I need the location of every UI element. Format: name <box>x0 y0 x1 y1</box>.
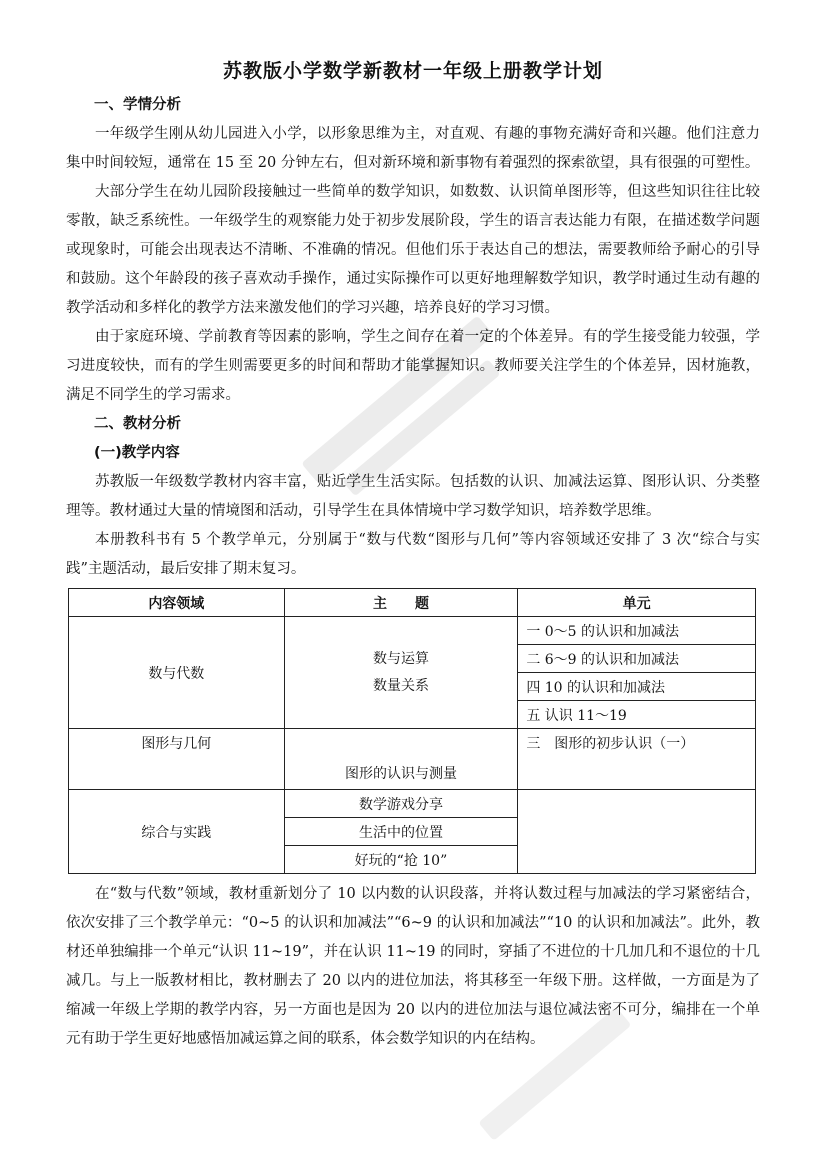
topic-text: 数与运算 <box>372 650 429 667</box>
domain-cell: 综合与实践 <box>69 790 285 874</box>
section-heading-textbook-analysis: 二、教材分析 <box>94 416 181 432</box>
unit-cell-empty <box>518 790 756 874</box>
table-header-domain: 内容领域 <box>69 589 285 617</box>
paragraph: 本册教科书有 5 个教学单元，分别属于“数与代数“图形与几何”等内容领域还安排了 3 次“综合与实践”主题活动，最后安排了期末复习。 <box>66 532 760 577</box>
content-table <box>68 588 756 874</box>
document-title: 苏教版小学数学新教材一年级上册教学计划 <box>222 60 603 82</box>
paragraph: 在“数与代数”领域，教材重新划分了 10 以内数的认识段落，并将认数过程与加减法的学习紧密结合，依次安排了三个教学单元：“0~5 的认识和加减法”“6~9 的认识和加减法”“10 的认识和加减法”。此外，教材还单独编排一个单元“认识 11~19”，并在认识 11~19 的同时，穿插了不进位的十几加几和不退位的十几减几。与上一版教材相比，教材删去了 20 以内的进位加法，将其移至一年级下册。这样做，一方面是为了缩减一年级上学期的教学内容，另一方面也是因为 20 以内的进位加法与退位减法密不可分，编排在一个单元有助于学生更好地感悟加减运算之间的联系，体会数学知识的内在结构。 <box>66 886 760 1047</box>
unit-cell: 三 图形的初步认识（一） <box>518 729 756 790</box>
table-header-topic: 主 题 <box>284 589 518 617</box>
topic-cell: 数学游戏分享 <box>284 790 518 818</box>
topic-text: 数量关系 <box>372 677 429 694</box>
topic-cell <box>284 617 518 729</box>
paragraph: 苏教版一年级数学教材内容丰富，贴近学生生活实际。包括数的认识、加减法运算、图形认识、分类整理等。教材通过大量的情境图和活动，引导学生在具体情境中学习数学知识，培养数学思维。 <box>66 474 760 519</box>
table-header-unit: 单元 <box>518 589 756 617</box>
document-page <box>66 56 760 1054</box>
section-heading-learner-analysis: 一、学情分析 <box>94 97 181 113</box>
topic-cell: 图形的认识与测量 <box>284 729 518 790</box>
unit-cell: 二 6～9 的认识和加减法 <box>518 645 756 673</box>
paragraph: 由于家庭环境、学前教育等因素的影响，学生之间存在着一定的个体差异。有的学生接受能力较强，学习进度较快，而有的学生则需要更多的时间和帮助才能掌握知识。教师要关注学生的个体差异，因材施教，满足不同学生的学习需求。 <box>66 329 760 403</box>
unit-cell: 五 认识 11～19 <box>518 701 756 729</box>
unit-cell: 四 10 的认识和加减法 <box>518 673 756 701</box>
paragraph: 大部分学生在幼儿园阶段接触过一些简单的数学知识，如数数、认识简单图形等，但这些知识往往比较零散，缺乏系统性。一年级学生的观察能力处于初步发展阶段，学生的语言表达能力有限，在描述数学问题或现象时，可能会出现表达不清晰、不准确的情况。但他们乐于表达自己的想法，需要教师给予耐心的引导和鼓励。这个年龄段的孩子喜欢动手操作，通过实际操作可以更好地理解数学知识，教学时通过生动有趣的教学活动和多样化的教学方法来激发他们的学习兴趣，培养良好的学习习惯。 <box>66 184 760 316</box>
domain-cell: 图形与几何 <box>69 729 285 790</box>
unit-cell: 一 0～5 的认识和加减法 <box>518 617 756 645</box>
topic-cell: 生活中的位置 <box>284 818 518 846</box>
table-row <box>69 617 756 645</box>
paragraph: 一年级学生刚从幼儿园进入小学，以形象思维为主，对直观、有趣的事物充满好奇和兴趣。他们注意力集中时间较短，通常在 15 至 20 分钟左右，但对新环境和新事物有着强烈的探索欲望，具有很强的可塑性。 <box>66 126 760 171</box>
table-row <box>69 729 756 790</box>
table-row <box>69 790 756 818</box>
topic-cell: 好玩的“抢 10” <box>284 846 518 874</box>
domain-cell: 数与代数 <box>69 617 285 729</box>
subsection-heading-content: (一)教学内容 <box>94 445 180 461</box>
table-header-row <box>69 589 756 617</box>
